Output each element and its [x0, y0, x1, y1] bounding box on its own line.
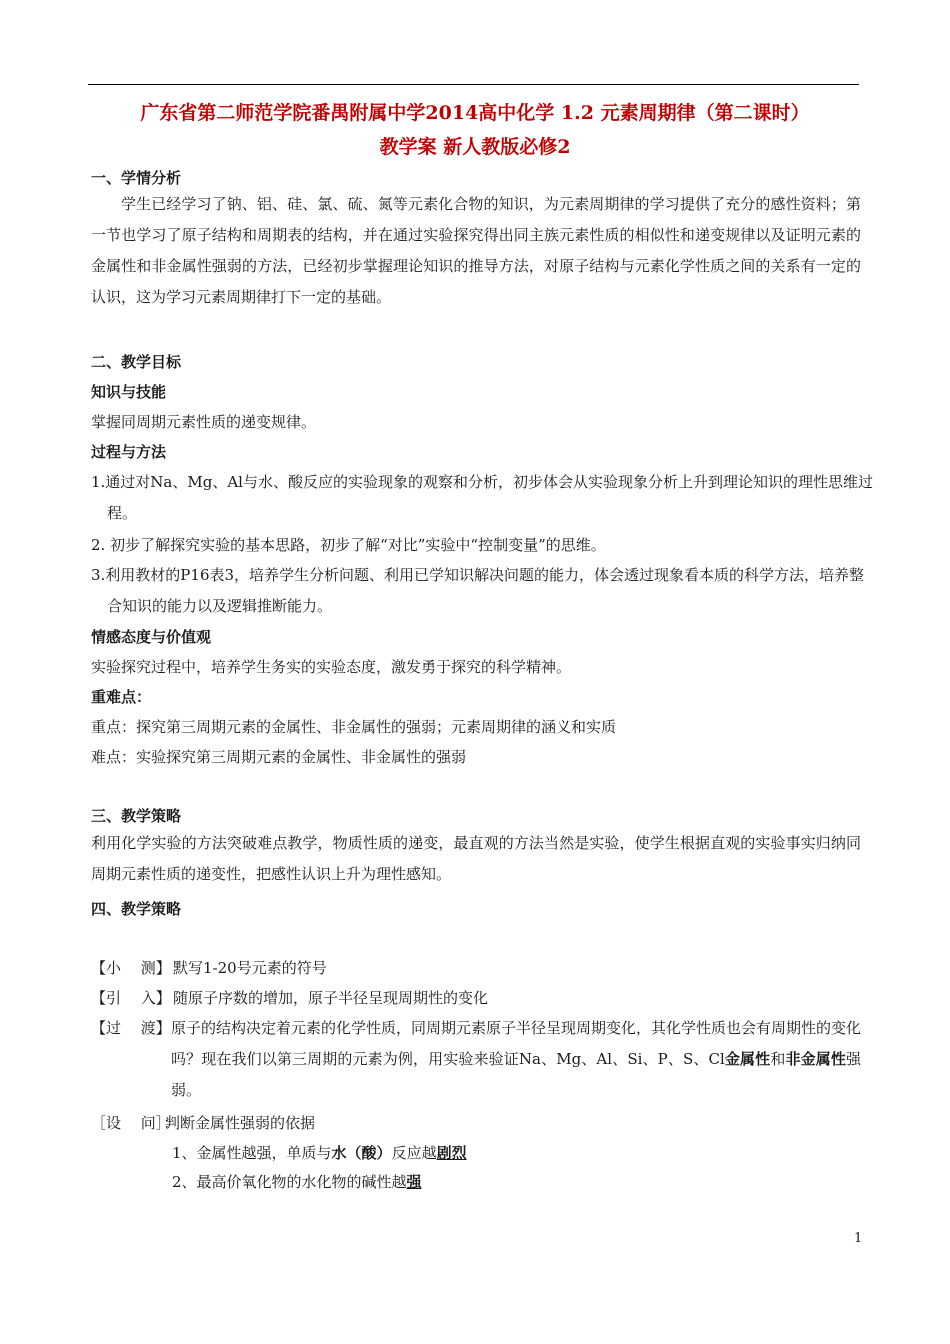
criterion-1 [172, 1143, 467, 1163]
transition-block [91, 1013, 861, 1106]
page-number: 1 [854, 1231, 863, 1246]
quiz-line [91, 958, 327, 978]
section1-heading: 一、学情分析 [91, 169, 182, 187]
criterion-2-a: 2、最高价氧化物的水化物的碱性越 [172, 1173, 407, 1191]
knowledge-skills-text: 掌握同周期元素性质的递变规律。 [91, 413, 317, 431]
criterion-1-a: 1、金属性越强，单质与 [172, 1144, 332, 1162]
key-point-text: 重点：探究第三周期元素的金属性、非金属性的强弱；元素周期律的涵义和实质 [91, 718, 617, 736]
transition-text-main: 原子的结构决定着元素的化学性质，同周期元素原子半径呈现周期变化，其化学性质也会有周期性的变化吗？现在我们以第三周期的元素为例，用实验来验证Na、Mg、Al、Si、P、S、Cl [171, 1019, 862, 1068]
criterion-2-strong: 强 [406, 1173, 422, 1191]
key-points-heading: 重难点： [91, 688, 152, 706]
intro-tag: 【引 入】 [91, 989, 171, 1007]
section3-heading: 三、教学策略 [91, 807, 182, 825]
attitude-text: 实验探究过程中，培养学生务实的实验态度，激发勇于探究的科学精神。 [91, 658, 572, 676]
question-text: 判断金属性强弱的依据 [165, 1114, 316, 1132]
document-title-line1: 广东省第二师范学院番禺附属中学2014高中化学 1.2 元素周期律（第二课时） [140, 102, 810, 124]
section4-heading: 四、教学策略 [91, 900, 182, 918]
section1-paragraph: 学生已经学习了钠、铝、硅、氯、硫、氮等元素化合物的知识，为元素周期律的学习提供了充分的感性资料；第一节也学习了原子结构和周期表的结构，并在通过实验探究得出同主族元素性质的相似性和递变规律以及证明元素的金属性和非金属性强弱的方法，已经初步掌握理论知识的推导方法，对原子结构与元素化学性质之间的关系有一定的认识，这为学习元素周期律打下一定的基础。 [91, 195, 861, 306]
question-line [91, 1113, 315, 1133]
section2-heading: 二、教学目标 [91, 353, 182, 371]
header-rule [88, 84, 859, 85]
transition-tag: 【过 渡】 [91, 1019, 171, 1037]
objective-item-2: 2. 初步了解探究实验的基本思路，初步了解“对比”实验中“控制变量”的思维。 [91, 536, 606, 554]
knowledge-skills-heading: 知识与技能 [91, 383, 167, 401]
quiz-tag: 【小 测】 [91, 959, 171, 977]
criterion-1-c: 反应越 [391, 1144, 437, 1162]
objective-item-1: 1.通过对Na、Mg、Al与水、酸反应的实验现象的观察和分析，初步体会从实验现象分析上升到理论知识的理性思维过程。 [91, 473, 873, 522]
criterion-1-water-acid: 水（酸） [331, 1144, 392, 1162]
nonmetallicity-bold: 非金属性 [785, 1050, 846, 1068]
attitude-heading: 情感态度与价值观 [91, 628, 212, 646]
transition-and: 和 [770, 1050, 786, 1068]
section3-paragraph: 利用化学实验的方法突破难点教学，物质性质的递变，最直观的方法当然是实验，使学生根据直观的实验事实归纳同周期元素性质的递变性，把感性认识上升为理性感知。 [91, 834, 861, 883]
objective-item-3: 3.利用教材的P16表3，培养学生分析问题、利用已学知识解决问题的能力，体会透过现象看本质的科学方法，培养整合知识的能力以及逻辑推断能力。 [91, 566, 865, 615]
difficulty-text: 难点：实验探究第三周期元素的金属性、非金属性的强弱 [91, 748, 467, 766]
criterion-1-vigorous: 剧烈 [436, 1144, 467, 1162]
metallicity-bold: 金属性 [724, 1050, 771, 1068]
process-method-heading: 过程与方法 [91, 443, 167, 461]
quiz-text: 默写1-20号元素的符号 [173, 959, 327, 977]
transition-text [171, 1013, 861, 1106]
document-title-line2: 教学案 新人教版必修2 [379, 136, 571, 158]
intro-text: 随原子序数的增加，原子半径呈现周期性的变化 [173, 989, 489, 1007]
transition-end: 强弱。 [171, 1050, 861, 1099]
criterion-2 [172, 1172, 422, 1192]
question-tag: ［设 问］： [91, 1114, 179, 1132]
intro-line [91, 988, 488, 1008]
